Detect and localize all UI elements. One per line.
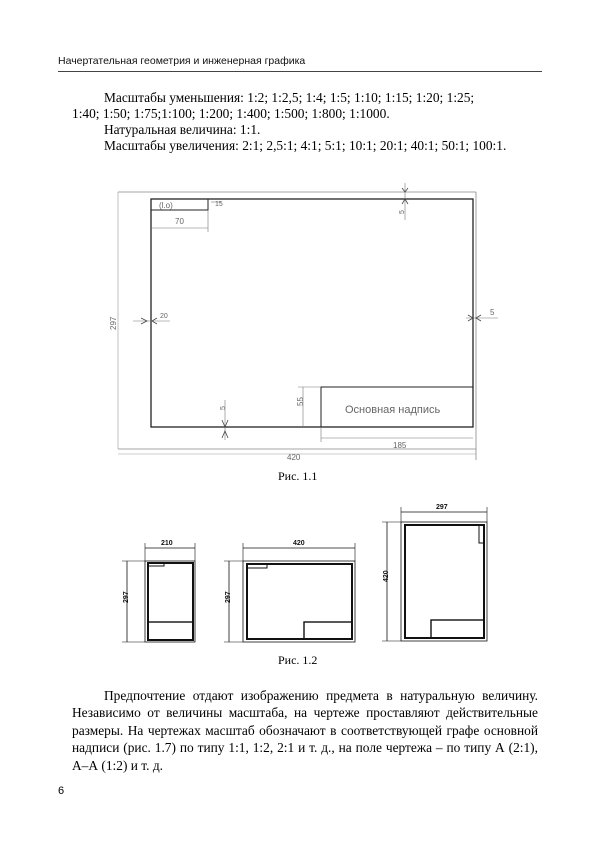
format-a3 xyxy=(224,543,355,642)
a3-sheet xyxy=(243,561,355,642)
title-block-label: Основная надпись xyxy=(345,404,441,416)
dim-label-70: 70 xyxy=(175,217,184,226)
a4-sheet xyxy=(145,561,195,642)
dim-label-15: 15 xyxy=(215,201,223,208)
a3v-height-label: 420 xyxy=(383,570,390,582)
a4-width-label: 210 xyxy=(161,540,173,547)
dim-label-55: 55 xyxy=(296,397,305,406)
a3v-sheet xyxy=(401,522,487,641)
drawing-frame xyxy=(151,199,473,427)
dim-label-297: 297 xyxy=(109,316,118,330)
dim-label-5-bottom: 5 xyxy=(220,406,227,410)
a3-height-label: 297 xyxy=(225,591,232,603)
dim-label-5-right: 5 xyxy=(490,308,495,317)
page-number: 6 xyxy=(58,785,65,797)
reduction-scales-line1: Масштабы уменьшения: 1:2; 1:2,5; 1:4; 1:5; 1:10; 1:15; 1:20; 1:25; xyxy=(104,90,475,105)
a3-frame xyxy=(247,564,352,639)
a3v-width-label: 297 xyxy=(436,504,448,511)
natural-scale: Натуральная величина: 1:1. xyxy=(104,122,261,137)
a3v-frame xyxy=(405,525,484,638)
figure-1-2-caption: Рис. 1.2 xyxy=(278,653,318,667)
a3-title-block xyxy=(304,622,352,639)
dim-label-185: 185 xyxy=(393,441,407,450)
format-a4 xyxy=(122,543,195,642)
dim-label-5-top: 5 xyxy=(399,210,406,214)
figure-1-1-caption: Рис. 1.1 xyxy=(278,469,318,483)
dim-label-20: 20 xyxy=(160,313,168,320)
body-paragraph: Предпочтение отдают изображению предмета в натуральную величину. Независимо от величины масштаба, на чертеже проставляют действительные размеры. На чертежах масштаб обозначают в соответствующей графе основной надписи (рис. 1.7) по типу 1:1, 1:2, 2:1 и т. д., на поле чертежа – по типу А (2:1), А–А (1:2) и т. д. xyxy=(72,688,538,773)
top-left-box-label: (l.o) xyxy=(159,201,173,210)
enlargement-scales: Масштабы увеличения: 2:1; 2,5:1; 4:1; 5:1; 10:1; 20:1; 40:1; 50:1; 100:1. xyxy=(104,138,507,153)
reduction-scales-line2: 1:40; 1:50; 1:75;1:100; 1:200; 1:400; 1:500; 1:800; 1:1000. xyxy=(72,106,390,121)
dim-label-420: 420 xyxy=(287,453,301,462)
a3-width-label: 420 xyxy=(293,540,305,547)
a4-corner-box xyxy=(148,563,164,566)
running-header: Начертательная геометрия и инженерная графика xyxy=(58,55,306,67)
a4-height-label: 297 xyxy=(123,591,130,603)
format-a3-vertical xyxy=(382,507,487,641)
a3v-title-block xyxy=(431,620,484,638)
a4-frame xyxy=(148,563,193,640)
a4-title-block xyxy=(148,622,193,640)
